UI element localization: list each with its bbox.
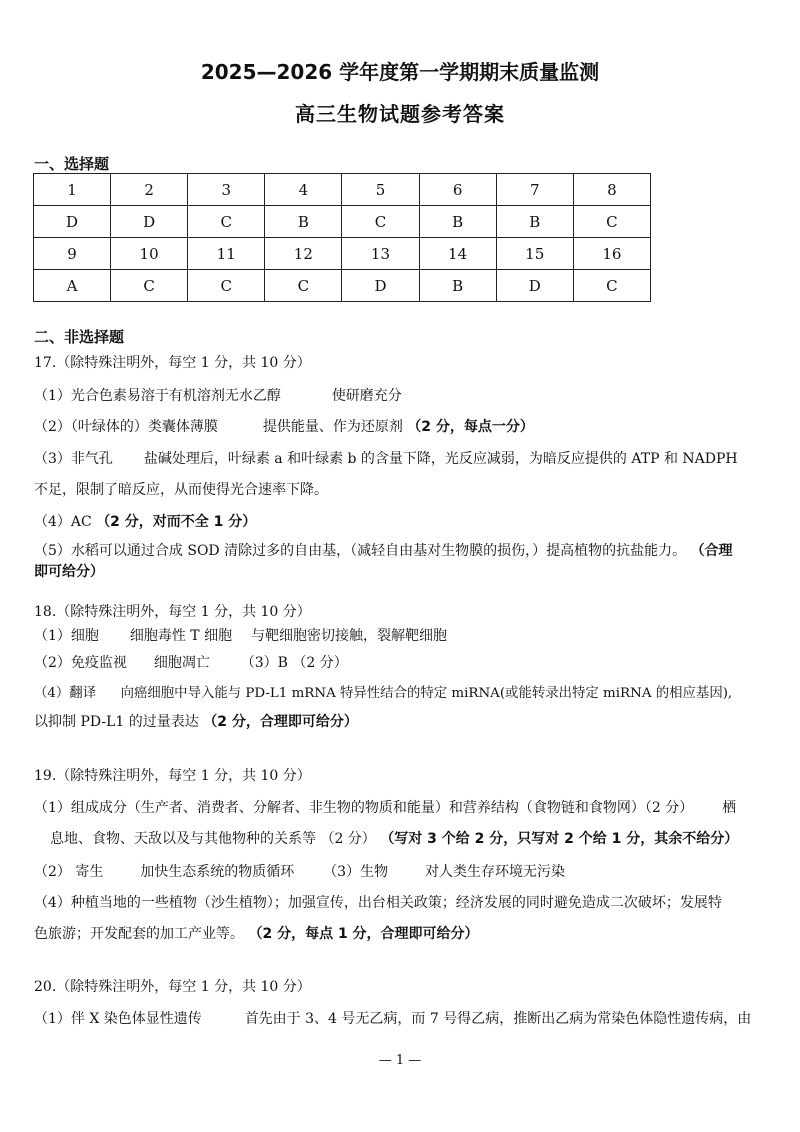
- q17-heading: 17.（除特殊注明外，每空 1 分，共 10 分）: [34, 355, 311, 371]
- q18-heading: 18.（除特殊注明外，每空 1 分，共 10 分）: [34, 604, 311, 620]
- q19-heading: 19.（除特殊注明外，每空 1 分，共 10 分）: [34, 768, 311, 784]
- q17-5a: （5）水稻可以通过合成 SOD 清除过多的自由基，（减轻自由基对生物膜的损伤，）提高植物的抗盐能力。: [34, 543, 687, 559]
- q17-answer-5-cont: [34, 561, 764, 581]
- q18-1b: 细胞毒性 T 细胞: [129, 628, 233, 644]
- table-cell: C: [188, 206, 265, 238]
- q19-2b: 加快生态系统的物质循环: [140, 864, 295, 880]
- table-cell: 8: [573, 174, 650, 206]
- table-cell: 3: [188, 174, 265, 206]
- q17-4a: （4）AC: [34, 514, 92, 530]
- q19-answer-2: [34, 861, 764, 881]
- q19-4b: 色旅游；开发配套的加工产业等。: [34, 926, 244, 942]
- q18-answer-4-cont: [34, 711, 764, 731]
- table-cell: B: [265, 206, 342, 238]
- table-cell: C: [265, 270, 342, 302]
- q19-2c: （3）生物: [323, 864, 389, 880]
- table-cell: A: [34, 270, 111, 302]
- table-cell: 12: [265, 238, 342, 270]
- q18-answer-4: [34, 682, 764, 701]
- q17-answer-3: [34, 448, 764, 468]
- q17-4b: （2 分，对而不全 1 分）: [96, 514, 257, 530]
- q19-1a: （1）组成成分（生产者、消费者、分解者、非生物的物质和能量）和营养结构（食物链和食物网）（2 分）: [34, 800, 694, 816]
- q19-answer-4-cont: [34, 923, 764, 943]
- table-cell: D: [342, 270, 419, 302]
- table-row: [34, 174, 651, 206]
- q17-answer-1: [34, 385, 764, 405]
- table-cell: D: [111, 206, 188, 238]
- table-cell: 14: [419, 238, 496, 270]
- q19-1c: 息地、食物、天敌以及与其他物种的关系等 （2 分）: [50, 831, 376, 847]
- table-cell: 1: [34, 174, 111, 206]
- q20-answer-1: [34, 1008, 764, 1028]
- q18-answer-2: [34, 652, 764, 672]
- table-cell: 11: [188, 238, 265, 270]
- q17-1a: （1）光合色素易溶于有机溶剂无水乙醇: [34, 388, 281, 404]
- q18-2a: （2）免疫监视: [34, 655, 127, 671]
- table-cell: 2: [111, 174, 188, 206]
- q18-answer-1: [34, 625, 764, 645]
- section-heading-choice: 一、选择题: [34, 155, 110, 173]
- q17-2a: （2）（叶绿体的）类囊体薄膜: [34, 419, 218, 435]
- q17-answer-5: [34, 540, 764, 560]
- q20-1b: 首先由于 3、4 号无乙病，而 7 号得乙病，推断出乙病为常染色体隐性遗传病，由: [244, 1011, 752, 1027]
- q20-1a: （1）伴 X 染色体显性遗传: [34, 1011, 202, 1027]
- page-number: — 1 —: [378, 1053, 422, 1068]
- q17-2b: 提供能量、作为还原剂: [262, 419, 403, 435]
- table-cell: B: [419, 206, 496, 238]
- q17-2c: （2 分，每点一分）: [407, 419, 534, 435]
- table-cell: 6: [419, 174, 496, 206]
- q18-4d: （2 分，合理即可给分）: [203, 714, 358, 730]
- q18-1a: （1）细胞: [34, 628, 99, 644]
- table-row: [34, 238, 651, 270]
- q17-3b: 盐碱处理后，叶绿素 a 和叶绿素 b 的含量下降，光反应减弱，为暗反应提供的 ATP 和 NADPH: [143, 451, 738, 467]
- q17-5b: （合理: [690, 543, 733, 559]
- q18-2b: 细胞凋亡: [153, 655, 210, 671]
- table-cell: D: [34, 206, 111, 238]
- q19-answer-4: （4）种植当地的一些植物（沙生植物）；加强宣传，出台相关政策；经济发展的同时避免造成二次破坏；发展特: [34, 895, 722, 911]
- q19-1b: 栖: [722, 800, 737, 816]
- table-cell: 5: [342, 174, 419, 206]
- table-cell: C: [342, 206, 419, 238]
- q17-answer-4: [34, 511, 764, 531]
- q19-1d: （写对 3 个给 2 分，只写对 2 个给 1 分，其余不给分）: [380, 831, 739, 847]
- table-cell: B: [496, 206, 573, 238]
- page-title: 2025—2026 学年度第一学期期末质量监测: [200, 60, 600, 84]
- table-cell: C: [573, 270, 650, 302]
- q17-1b: 使研磨充分: [331, 388, 402, 404]
- table-cell: 9: [34, 238, 111, 270]
- table-cell: C: [188, 270, 265, 302]
- q18-4b: 向癌细胞中导入能与 PD-L1 mRNA 特异性结合的特定 miRNA(或能转录出特定 miRNA 的相应基因),: [120, 686, 733, 701]
- table-row: [34, 206, 651, 238]
- q18-2c: （3）B （2 分）: [240, 655, 348, 671]
- section-heading-nonchoice: 二、非选择题: [34, 328, 125, 346]
- answer-table: [33, 173, 651, 302]
- table-cell: 16: [573, 238, 650, 270]
- q19-answer-1: [34, 797, 764, 817]
- q17-3a: （3）非气孔: [34, 451, 113, 467]
- table-cell: B: [419, 270, 496, 302]
- table-cell: C: [573, 206, 650, 238]
- table-cell: C: [111, 270, 188, 302]
- q19-answer-1-cont: [50, 828, 780, 848]
- q18-4a: （4）翻译: [34, 686, 97, 701]
- table-cell: 15: [496, 238, 573, 270]
- q18-4c: 以抑制 PD-L1 的过量表达: [34, 714, 199, 730]
- page-subtitle: 高三生物试题参考答案: [295, 102, 505, 126]
- table-row: [34, 270, 651, 302]
- q19-2a: （2） 寄生: [34, 864, 104, 880]
- q17-5c: 即可给分）: [34, 564, 104, 580]
- table-cell: 7: [496, 174, 573, 206]
- q17-answer-3-cont: 不足，限制了暗反应，从而使得光合速率下降。: [34, 482, 328, 498]
- table-cell: 13: [342, 238, 419, 270]
- q19-2d: 对人类生存环境无污染: [425, 864, 565, 880]
- table-cell: D: [496, 270, 573, 302]
- q19-4c: （2 分，每点 1 分，合理即可给分）: [248, 926, 479, 942]
- table-cell: 10: [111, 238, 188, 270]
- q20-heading: 20.（除特殊注明外，每空 1 分，共 10 分）: [34, 979, 311, 995]
- table-cell: 4: [265, 174, 342, 206]
- q18-1c: 与靶细胞密切接触，裂解靶细胞: [250, 628, 447, 644]
- q17-answer-2: [34, 416, 764, 436]
